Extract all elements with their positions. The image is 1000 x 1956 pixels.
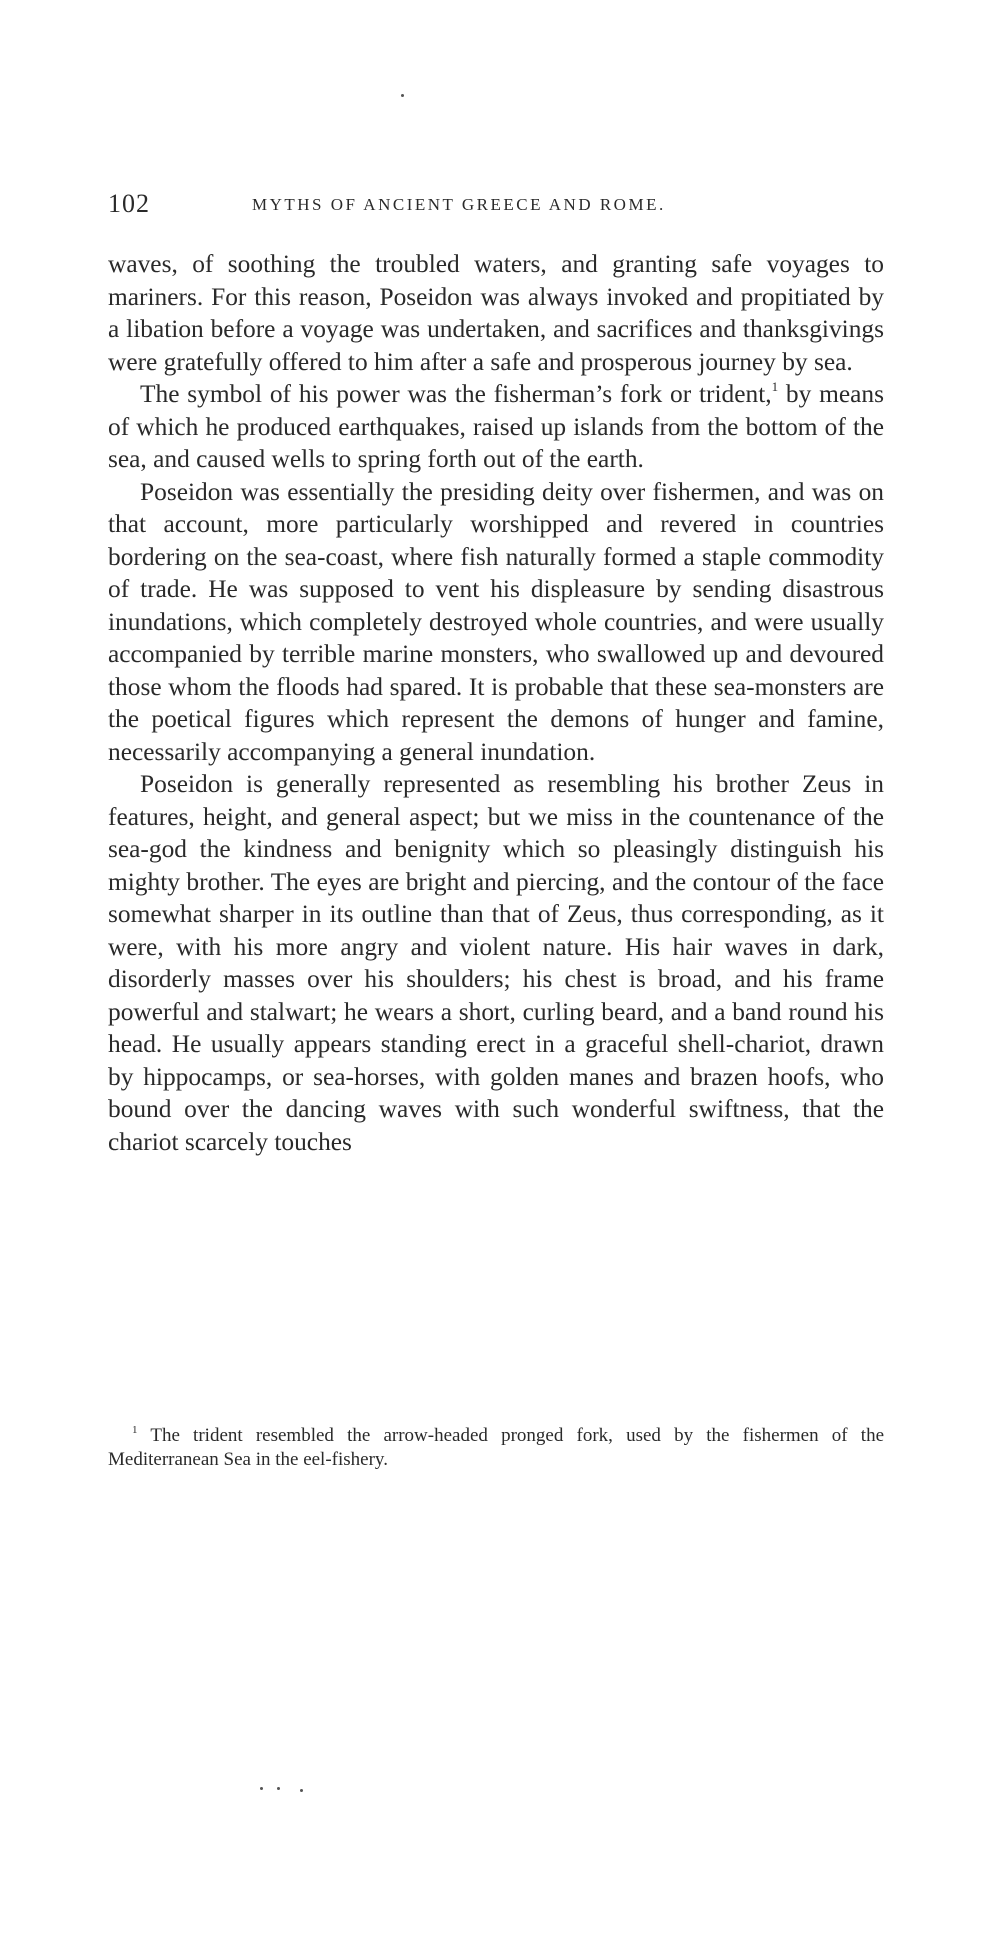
paragraph: waves, of soothing the troubled waters, and granting safe voyages to mariners. For this reason, Poseidon was always invoked and propitiated by a libation before a voyage was undertaken, and sacrifices and thanksgivings were gratefully offered to him after a safe and prosperous journey by sea. xyxy=(108,250,884,376)
print-speck xyxy=(300,1789,303,1792)
running-title: MYTHS OF ANCIENT GREECE AND ROME. xyxy=(252,195,666,214)
body-text xyxy=(108,248,884,1158)
page-header xyxy=(108,186,884,222)
paragraph-text: The symbol of his power was the fisherman’s fork or trident, xyxy=(140,380,772,408)
paragraph: Poseidon is generally represented as resembling his brother Zeus in features, height, and general aspect; but we miss in the countenance of the sea-god the kindness and benignity which so pleasingly distinguish his mighty brother. The eyes are bright and piercing, and the contour of the face somewhat sharper in its outline than that of Zeus, thus corresponding, as it were, with his more angry and violent nature. His hair waves in dark, disorderly masses over his shoulders; his chest is broad, and his frame powerful and stalwart; he wears a short, curling beard, and a band round his head. He usually appears standing erect in a graceful shell-chariot, drawn by hippocamps, or sea-horses, with golden manes and brazen hoofs, who bound over the dancing waves with such wonderful swiftness, that the chariot scarcely touches xyxy=(108,770,884,1156)
footnote-marker: 1 xyxy=(132,1424,138,1436)
print-speck xyxy=(277,1787,280,1790)
footnote-reference: 1 xyxy=(771,379,779,394)
paragraph xyxy=(108,378,884,476)
page-number: 102 xyxy=(108,189,150,218)
footnote xyxy=(108,1424,884,1472)
print-speck xyxy=(401,94,404,97)
print-speck xyxy=(260,1787,263,1790)
footnote-text: The trident resembled the arrow-headed pronged fork, used by the fishermen of the Mediterranean Sea in the eel-fishery. xyxy=(108,1425,884,1470)
paragraph: Poseidon was essentially the presiding deity over fishermen, and was on that account, more particularly worshipped and revered in countries bordering on the sea-coast, where fish naturally formed a staple commodity of trade. He was supposed to vent his displeasure by sending disastrous inundations, which completely destroyed whole countries, and were usually accompanied by terrible marine monsters, who swallowed up and devoured those whom the floods had spared. It is probable that these sea-monsters are the poetical figures which represent the demons of hunger and famine, necessarily accompanying a general inundation. xyxy=(108,477,884,766)
paragraph-text: by means of which he produced earthquakes, raised up islands from the bottom of the sea, and caused wells to spring forth out of the earth. xyxy=(108,380,884,473)
